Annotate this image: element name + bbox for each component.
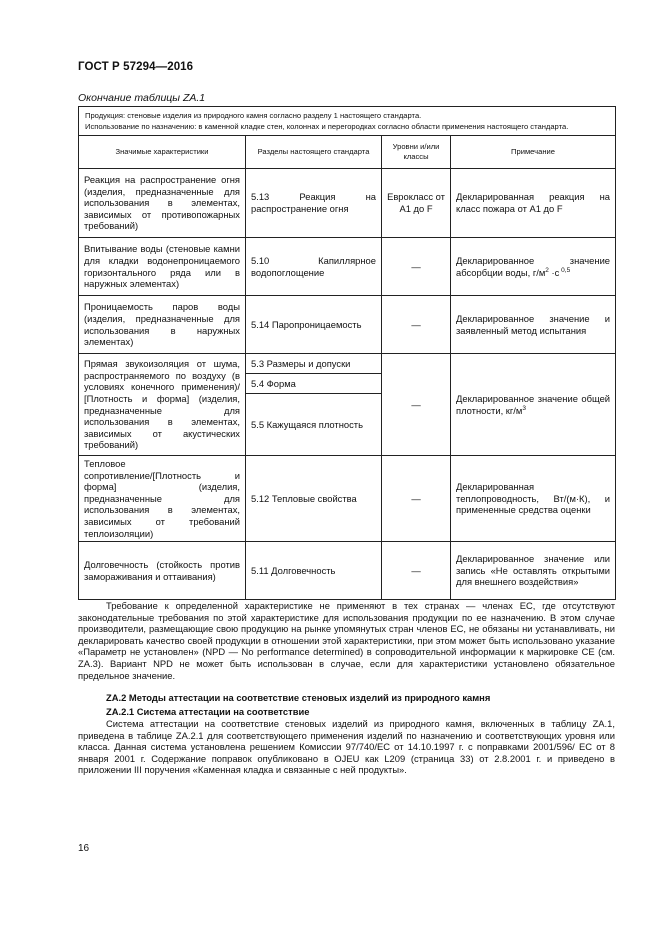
note-cell: Декларированное значение и заявленный метод испытания xyxy=(451,296,616,354)
note-cell: Декларированное значение общей плотности, $кг/м^3$ xyxy=(451,354,616,456)
table-header-row xyxy=(79,136,616,169)
table-row xyxy=(79,238,616,296)
levels-cell: Еврокласс от A1 до F xyxy=(382,169,451,238)
product-line: Продукция: стеновые изделия из природного камня согласно разделу 1 настоящего стандарта. xyxy=(85,111,422,120)
section-cell: 5.4 Форма xyxy=(246,374,382,394)
section-cell: 5.13 Реакция на распространение огня xyxy=(246,169,382,238)
table-row xyxy=(79,296,616,354)
levels-cell: — xyxy=(382,456,451,542)
section-heading-za21: ZA.2.1 Система аттестации на соответствие xyxy=(106,706,310,717)
levels-cell: — xyxy=(382,238,451,296)
column-header: Примечание xyxy=(451,136,616,169)
table-scope-cell xyxy=(79,107,616,136)
characteristic-cell: Прямая звукоизоляция от шума, распространяемого по воздуху (в условиях конечного применения)/ [Плотность и форма] (изделия, предназначенные для использования в элементах, зависимых от акустических требований) xyxy=(79,354,246,456)
section-cell: 5.11 Долговечность xyxy=(246,542,382,600)
characteristic-cell: Реакция на распространение огня (изделия, предназначенные для использования в элементах, зависимых от противопожарных требований) xyxy=(79,169,246,238)
column-header: Разделы настоящего стандарта xyxy=(246,136,382,169)
table-row xyxy=(79,456,616,542)
table-row xyxy=(79,354,616,374)
paragraph-npd: Требование к определенной характеристике не применяют в тех странах — членах ЕС, где отсутствуют законодательные требования по этой характеристике для использования продукции по ее назначению. В этом случае производители, размещающие свою продукцию на рынке упомянутых стран членов ЕС, не обязаны ни устанавливать, ни декларировать качество своей продукции в отношении этой характеристики, при этом может быть использовано указание «Параметр не установлен» (NPD — No performance determined) в сопроводительной информации к маркировке CE (см. ZA.3). Вариант NPD не может быть использован в случае, если для характеристики установлено обязательное предельное значение. xyxy=(78,600,615,681)
section-cell: 5.14 Паропроницаемость xyxy=(246,296,382,354)
document-code: ГОСТ Р 57294—2016 xyxy=(78,61,194,73)
use-line: Использование по назначению: в каменной кладке стен, колоннах и перегородках согласно области применения настоящего стандарта. xyxy=(85,122,569,131)
levels-cell: — xyxy=(382,542,451,600)
characteristic-cell: Тепловое сопротивление/[Плотность и форма] (изделия, предназначенные для использования в элементах, зависимых от требований теплоизоляции) xyxy=(79,456,246,542)
note-cell: Декларированное значение или запись «Не оставлять открытыми для внешнего воздействия» xyxy=(451,542,616,600)
section-heading-za2: ZA.2 Методы аттестации на соответствие стеновых изделий из природного камня xyxy=(106,692,491,703)
characteristic-cell: Долговечность (стойкость против замораживания и оттаивания) xyxy=(79,542,246,600)
table-row xyxy=(79,542,616,600)
section-cell: 5.10 Капиллярное водопоглощение xyxy=(246,238,382,296)
column-header: Уровни и/или классы xyxy=(382,136,451,169)
table-row xyxy=(79,169,616,238)
column-header: Значимые характеристики xyxy=(79,136,246,169)
table-caption: Окончание таблицы ZA.1 xyxy=(78,92,206,104)
table-scope-row xyxy=(79,107,616,136)
page-number: 16 xyxy=(78,843,90,854)
characteristic-cell: Проницаемость паров воды (изделия, предназначенные для использования в наружных элементах) xyxy=(79,296,246,354)
section-cell: 5.5 Кажущаяся плотность xyxy=(246,394,382,456)
note-cell: Декларированная теплопроводность, Вт/(м·К), и примененные средства оценки xyxy=(451,456,616,542)
section-cell: 5.3 Размеры и допуски xyxy=(246,354,382,374)
characteristic-cell: Впитывание воды (стеновые камни для кладки водонепроницаемого горизонтального ряда или в наружных элементах) xyxy=(79,238,246,296)
requirements-table xyxy=(78,106,616,600)
levels-cell: — xyxy=(382,354,451,456)
note-cell: Декларированная реакция на класс пожара от A1 до F xyxy=(451,169,616,238)
levels-cell: — xyxy=(382,296,451,354)
note-cell: Декларированное значение абсорбции воды, $г/м^2 \cdot с$ $^{0,5}$ xyxy=(451,238,616,296)
paragraph-attestation: Система аттестации на соответствие стеновых изделий из природного камня, включенных в таблицу ZA.1, приведена в таблице ZA.2.1 для соответствующего применения изделий по назначению и соответствующих уровня или класса. Данная система установлена решением Комиссии 97/740/EC от 14.10.1997 г. с поправками 2001/596/ EC от 8 января 2001 г. Содержание поправок опубликовано в OJEU как L209 (страница 33) от 2.8.2001 г. и приведено в приложении III поручения «Каменная кладка и связанные с ней продукты». xyxy=(78,718,615,776)
section-cell: 5.12 Тепловые свойства xyxy=(246,456,382,542)
